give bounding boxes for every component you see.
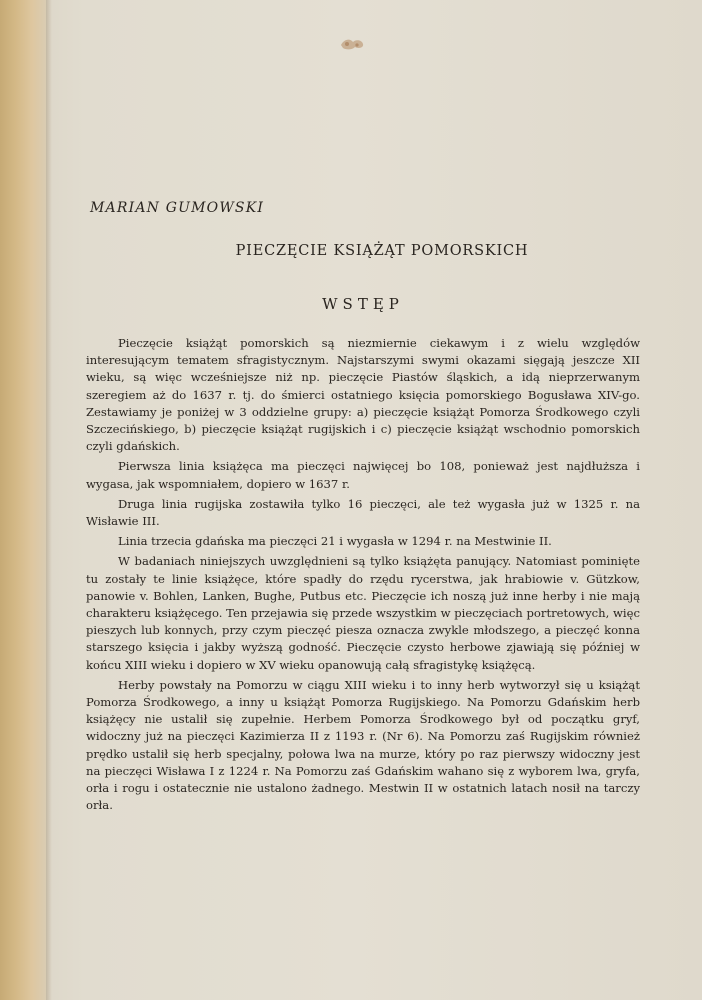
paper-binding-strip bbox=[0, 0, 46, 1000]
author-name: MARIAN GUMOWSKI bbox=[90, 200, 265, 216]
document-title bbox=[124, 243, 640, 259]
paragraph-5: W badaniach niniejszych uwzględnieni są tylko książęta panujący. Natomiast pominięte tu zostały te linie książęce, które spadły do rzędu rycerstwa, jak hrabiowie v. Gützkow, panowie v. Bohlen, Lanken, Bughe, Putbus etc. Pieczęcie ich noszą już inne herby i nie mają charakteru książęcego. Ten przejawia się przede wszystkim w pieczęciach portretowych, więc pieszych lub konnych, przy czym pieczęć piesza oznacza zwykle młodszego, a pieczęć konna starszego księcia i jakby wyższą godność. Pieczęcie czysto herbowe zjawiają się później w końcu XIII wieku i dopiero w XV wieku opanowują całą sfragistykę książęcą. bbox=[86, 554, 640, 672]
paragraph-2: Pierwsza linia książęca ma pieczęci najwięcej bo 108, ponieważ jest najdłuższa i wygasa, jak wspomniałem, dopiero w 1637 r. bbox=[86, 459, 640, 491]
paragraph-4: Linia trzecia gdańska ma pieczęci 21 i wygasła w 1294 r. na Mestwinie II. bbox=[118, 534, 552, 549]
section-heading: WSTĘP bbox=[322, 295, 404, 313]
paragraph-6: Herby powstały na Pomorzu w ciągu XIII wieku i to inny herb wytworzył się u książąt Pomorza Środkowego, a inny u książąt Pomorza Rugijskiego. Na Pomorzu Gdańskim herb książęcy nie ustalił się zupełnie. Herbem Pomorza Środkowego był od początku gryf, widoczny już na pieczęci Kazimierza II z 1193 r. (Nr 6). Na Pomorzu zaś Rugijskim również prędko ustalił się herb specjalny, połowa lwa na murze, który po raz pierwszy widoczny jest na pieczęci Wisława I z 1224 r. Na Pomorzu zaś Gdańskim wahano się z wyborem lwa, gryfa, orła i rogu i ostatecznie nie ustalono żadnego. Mestwin II w ostatnich latach nosił na tarczy orła. bbox=[86, 677, 640, 813]
title-text: PIECZĘCIE KSIĄŻĄT POMORSKICH bbox=[235, 243, 529, 259]
document-body bbox=[86, 200, 640, 817]
paragraph-1: Pieczęcie książąt pomorskich są niezmiernie ciekawym i z wielu względów interesującym tematem sfragistycznym. Najstarszymi swymi okazami sięgają jeszcze XII wieku, są więc wcześniejsze niż np. pieczęcie Piastów śląskich, a idą nieprzerwanym szeregiem aż do 1637 r. tj. do śmierci ostatniego księcia pomorskiego Bogusława XIV-go. Zestawiamy je poniżej w 3 oddzielne grupy: a) pieczęcie książąt Pomorza Środkowego czyli Szczecińskiego, b) pieczęcie książąt rugijskich i c) pieczęcie książąt wschodnio pomorskich czyli gdańskich. bbox=[86, 336, 640, 454]
paragraph-3: Druga linia rugijska zostawiła tylko 16 pieczęci, ale też wygasła już w 1325 r. na Wisławie III. bbox=[86, 496, 640, 529]
binding-shadow bbox=[46, 0, 52, 1000]
ink-stain-mark bbox=[338, 36, 366, 52]
